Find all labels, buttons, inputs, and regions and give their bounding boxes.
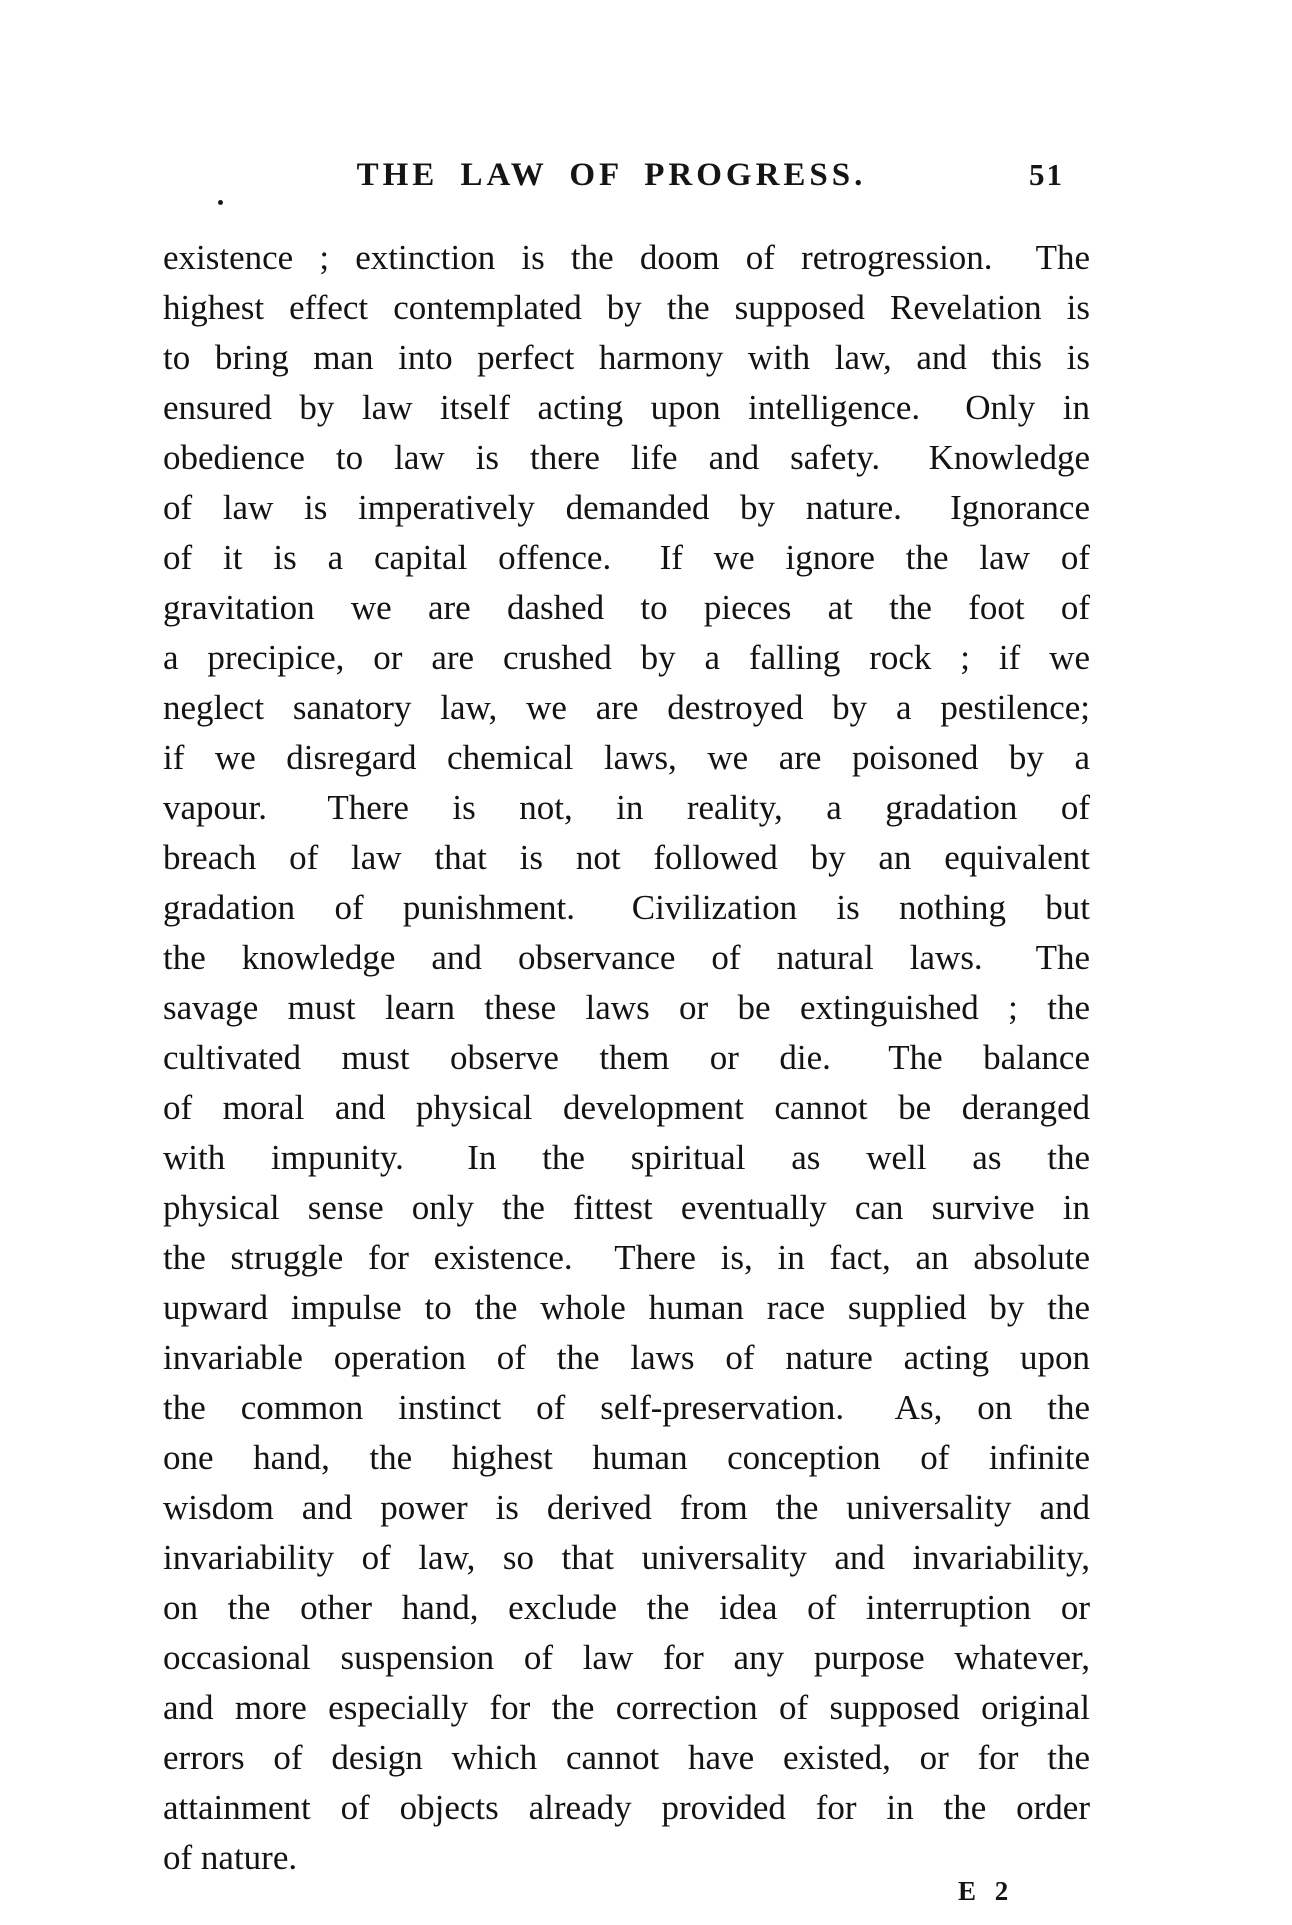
text-line: the common instinct of self-preservation. As, on the — [163, 1388, 1090, 1427]
text-line: gravitation we are dashed to pieces at the foot of — [163, 588, 1090, 627]
text-line: attainment of objects already provided for in the order — [163, 1788, 1090, 1827]
text-line: wisdom and power is derived from the universality and — [163, 1488, 1090, 1527]
body-text — [163, 233, 1090, 1883]
text-line: one hand, the highest human conception of infinite — [163, 1438, 1090, 1477]
text-line: of law is imperatively demanded by nature. Ignorance — [163, 488, 1090, 527]
page-number: 51 — [1029, 157, 1064, 192]
text-line: of nature. — [163, 1838, 298, 1877]
text-line: if we disregard chemical laws, we are poisoned by a — [163, 738, 1090, 777]
text-line: of moral and physical development cannot be deranged — [163, 1088, 1090, 1127]
text-line: ensured by law itself acting upon intelligence. Only in — [163, 388, 1090, 427]
text-line: vapour. There is not, in reality, a gradation of — [163, 788, 1090, 827]
text-line: errors of design which cannot have existed, or for the — [163, 1738, 1090, 1777]
text-line: occasional suspension of law for any purpose whatever, — [163, 1638, 1090, 1677]
running-header-title: THE LAW OF PROGRESS. — [356, 157, 867, 193]
text-line: of it is a capital offence. If we ignore the law of — [163, 538, 1090, 577]
text-line: to bring man into perfect harmony with law, and this is — [163, 338, 1090, 377]
text-line: the knowledge and observance of natural laws. The — [163, 938, 1090, 977]
text-line: existence ; extinction is the doom of retrogression. The — [163, 238, 1090, 277]
text-line: a precipice, or are crushed by a falling rock ; if we — [163, 638, 1090, 677]
signature-mark: E 2 — [958, 1876, 1015, 1906]
text-line: with impunity. In the spiritual as well as the — [163, 1138, 1090, 1177]
text-line: cultivated must observe them or die. The balance — [163, 1038, 1090, 1077]
text-line: the struggle for existence. There is, in fact, an absolute — [163, 1238, 1090, 1277]
text-line: obedience to law is there life and safety. Knowledge — [163, 438, 1090, 477]
scan-speck-artifact — [218, 200, 223, 205]
text-line: breach of law that is not followed by an equivalent — [163, 838, 1090, 877]
text-line: and more especially for the correction of supposed original — [163, 1688, 1090, 1727]
text-line: on the other hand, exclude the idea of interruption or — [163, 1588, 1090, 1627]
text-line: physical sense only the fittest eventually can survive in — [163, 1188, 1090, 1227]
text-line: highest effect contemplated by the supposed Revelation is — [163, 288, 1090, 327]
text-line: invariability of law, so that universality and invariability, — [163, 1538, 1090, 1577]
text-line: invariable operation of the laws of nature acting upon — [163, 1338, 1090, 1377]
running-header — [163, 152, 1090, 198]
text-line: upward impulse to the whole human race supplied by the — [163, 1288, 1090, 1327]
text-line: neglect sanatory law, we are destroyed by a pestilence; — [163, 688, 1090, 727]
text-line: savage must learn these laws or be extinguished ; the — [163, 988, 1090, 1027]
text-line: gradation of punishment. Civilization is nothing but — [163, 888, 1090, 927]
